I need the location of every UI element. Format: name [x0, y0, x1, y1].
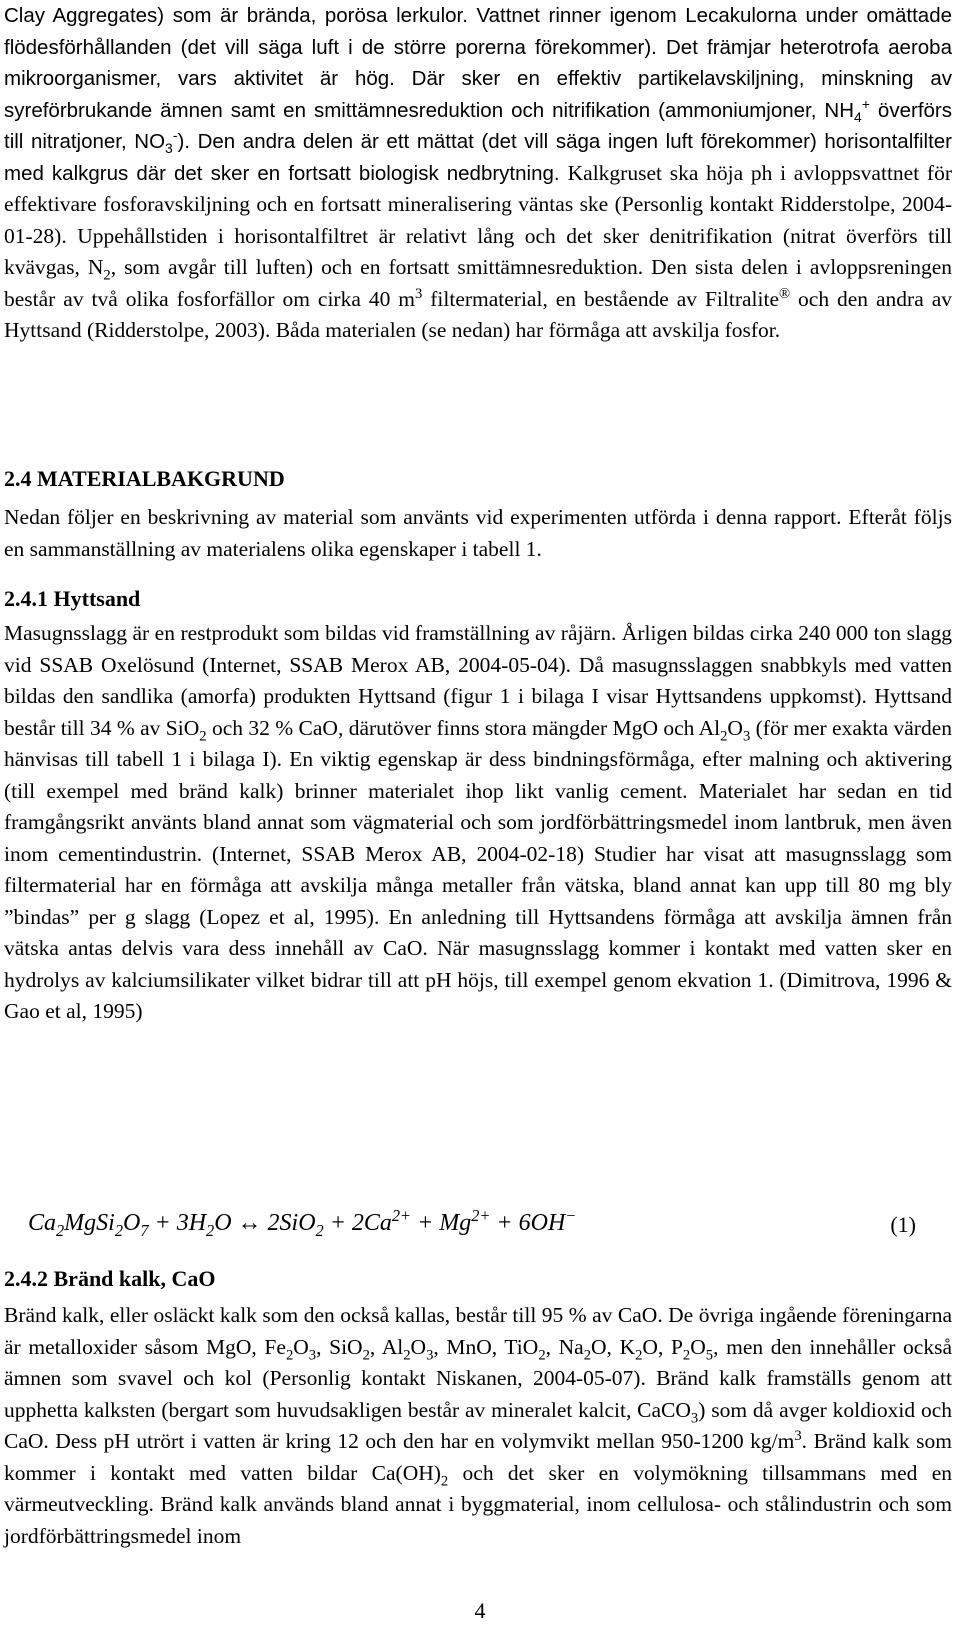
text-run: O, P — [642, 1334, 683, 1359]
subscript: 5 — [705, 1346, 714, 1363]
intro-sans-text — [4, 4, 952, 185]
eq-subscript: 2 — [206, 1220, 215, 1240]
text-run: , Al — [369, 1334, 404, 1359]
text-run: och det sker en volymökning tillsammans med en värmeutveckling. Bränd kalk används bland annat i byggmaterial, inom cellulosa- och stålindustrin och som jordförbättringsmedel inom — [4, 1460, 952, 1548]
text-run: och den andra av Hyttsand (Ridderstolpe, 2003). Båda materialen (se nedan) har förmåga att avskilja fosfor. — [4, 286, 952, 342]
text-run: , MnO, TiO — [433, 1334, 539, 1359]
eq-term: + Mg — [411, 1210, 472, 1236]
eq-superscript: 2+ — [391, 1206, 412, 1225]
text-run: Masugnsslagg är en restprodukt som bildas vid framställning av råjärn. Årligen bildas cirka 240 000 ton slagg vid SSAB Oxelösund (Internet, SSAB Merox AB, 2004-05-04). Då masugnsslaggen snabbkyls med vatten bildas den sandlika (amorfa) produkten Hyttsand (figur 1 i bilaga I visar Hyttsandens uppkomst). Hyttsand består till 34 % av SiO — [4, 621, 952, 740]
eq-subscript: 7 — [140, 1220, 149, 1240]
subscript: 2 — [403, 1346, 411, 1363]
eq-superscript: 2+ — [471, 1206, 491, 1225]
text-run: . Bränd kalk som kommer i kontakt med vatten bildar Ca(OH) — [4, 1429, 953, 1485]
subscript: 2 — [720, 727, 728, 744]
superscript: + — [861, 95, 870, 112]
eq-term: Ca — [28, 1210, 57, 1236]
eq-term: O — [123, 1210, 141, 1236]
equation-1 — [4, 1206, 952, 1250]
hyttsand-paragraph — [4, 618, 952, 1028]
subscript: 3 — [308, 1346, 317, 1363]
section-heading-hyttsand: 2.4.1 Hyttsand — [4, 586, 141, 611]
text-run: O, K — [591, 1334, 636, 1359]
subscript: 2 — [583, 1346, 592, 1363]
section-heading-materialbakgrund: 2.4 MATERIALBAKGRUND — [4, 466, 285, 491]
text-run: ). Den andra delen är ett mättat (det vill säga ingen luft förekommer) horisontalfilter med kalkgrus där det sker en fortsatt biologisk nedbrytning. — [4, 130, 952, 185]
text-run: filtermaterial, en bestående av Filtralite — [422, 286, 779, 311]
eq-term: + 2Ca — [323, 1210, 392, 1236]
eq-subscript: 2 — [114, 1220, 123, 1240]
brand-kalk-paragraph — [4, 1300, 952, 1552]
text-run: överförs till nitratjoner, NO — [4, 98, 952, 153]
text-run: O — [690, 1334, 706, 1359]
subscript: 2 — [285, 1346, 294, 1363]
text-run: O — [410, 1334, 427, 1359]
text-run: , SiO — [316, 1334, 363, 1359]
eq-term: O ↔ 2SiO — [214, 1210, 316, 1236]
text-run: O — [727, 715, 743, 740]
subscript: 2 — [635, 1346, 643, 1363]
subscript: 3 — [742, 727, 751, 744]
eq-term: MgSi — [64, 1210, 115, 1236]
subscript: 2 — [199, 727, 207, 744]
eq-subscript: 2 — [56, 1220, 65, 1240]
superscript: 3 — [794, 1427, 802, 1444]
subscript: 3 — [690, 1409, 699, 1426]
text-run: (för mer exakta värden hänvisas till tabell 1 i bilaga I). En viktig egenskap är dess bindningsförmåga, efter malning och aktivering (till exempel med bränd kalk) brinner materialet ihop likt vanlig cement. Materialet har sedan en tid framgångsrikt använts bland annat som vägmaterial och som jordförbättringsmedel inom lantbruk, men även inom cementindustrin. (Internet, SSAB Merox AB, 2004-02-18) Studier har visat att masugnsslagg som filtermaterial har en förmåga att avskilja många metaller från vätska, bland annat kan upp till 80 mg bly ”bindas” per g slagg (Lopez et al, 1995). En anledning till Hyttsandens förmåga att avskilja ämnen från vätska antas delvis vara dess innehåll av CaO. När masugnsslagg kommer i kontakt med vatten sker en hydrolys av kalciumsilikater vilket bidrar till att pH höjs, till exempel genom ekvation 1. (Dimitrova, 1996 & Gao et al, 1995) — [4, 715, 953, 1023]
text-run: Kalkgruset ska höja ph i avloppsvattnet för effektivare fosforavskiljning och en fortsatt mineralisering väntas ske (Personlig kontakt Ridderstolpe, 2004-01-28). Uppehållstiden i horisontalfiltret är relativt lång och det sker denitrifikation (nitrat överförs till kvävgas, N — [4, 160, 952, 279]
text-run: , som avgår till luften) och en fortsatt smittämnesreduktion. Den sista delen i avloppsreningen består av två olika fosforfällor om cirka 40 m — [4, 255, 952, 311]
text-run: , men den innehåller också ämnen som svavel och kol (Personlig kontakt Niskanen, 2004-05-07). Bränd kalk framställs genom att upphetta kalksten (bergart som huvudsakligen består av mineralet kalcit, CaCO — [4, 1334, 952, 1422]
eq-superscript: − — [565, 1206, 577, 1225]
section-heading-brand-kalk: 2.4.2 Bränd kalk, CaO — [4, 1266, 216, 1291]
text-run: , Na — [545, 1334, 584, 1359]
superscript: - — [172, 127, 178, 144]
superscript: 3 — [414, 285, 423, 302]
subscript: 2 — [682, 1346, 691, 1363]
subscript: 4 — [854, 108, 862, 125]
eq-subscript: 2 — [315, 1220, 324, 1240]
subscript: 2 — [103, 267, 111, 284]
subscript: 3 — [165, 140, 173, 157]
intro-paragraph — [4, 0, 952, 347]
subscript: 3 — [426, 1346, 434, 1363]
subscript: 2 — [440, 1472, 449, 1489]
text-run: och 32 % CaO, därutöver finns stora mängder MgO och Al — [206, 715, 721, 740]
eq-term: + 3H — [148, 1210, 207, 1236]
eq-term: + 6OH — [490, 1210, 566, 1236]
section-2-4-paragraph: Nedan följer en beskrivning av material som använts vid experimenten utförda i denna rapport. Efteråt följs en sammanställning av materialens olika egenskaper i tabell 1. — [4, 505, 952, 561]
text-run: O — [293, 1334, 309, 1359]
text-run: Bränd kalk, eller osläckt kalk som den också kallas, består till 95 % av CaO. De övriga ingående föreningarna är metalloxider såsom MgO, Fe — [4, 1303, 952, 1359]
registered-mark: ® — [778, 285, 791, 302]
subscript: 2 — [538, 1346, 546, 1363]
equation-number: (1) — [890, 1212, 916, 1237]
subscript: 2 — [362, 1346, 370, 1363]
text-run: Clay Aggregates) som är brända, porösa lerkulor. Vattnet rinner igenom Lecakulorna under omättade flödesförhållanden (det vill säga luft i de större porerna förekommer). Det främjar heterotrofa aeroba mikroorganismer, vars aktivitet är hög. Där sker en effektiv partikelavskiljning, minskning av syreförbrukande ämnen samt en smittämnesreduktion och nitrifikation (ammoniumjoner, NH — [4, 4, 952, 122]
text-run: ) som då avger koldioxid och CaO. Dess pH utrört i vatten är kring 12 och den har en volymvikt mellan 950-1200 kg/m — [4, 1397, 952, 1453]
equation-expression — [28, 1206, 577, 1240]
page-number: 4 — [474, 1598, 486, 1623]
